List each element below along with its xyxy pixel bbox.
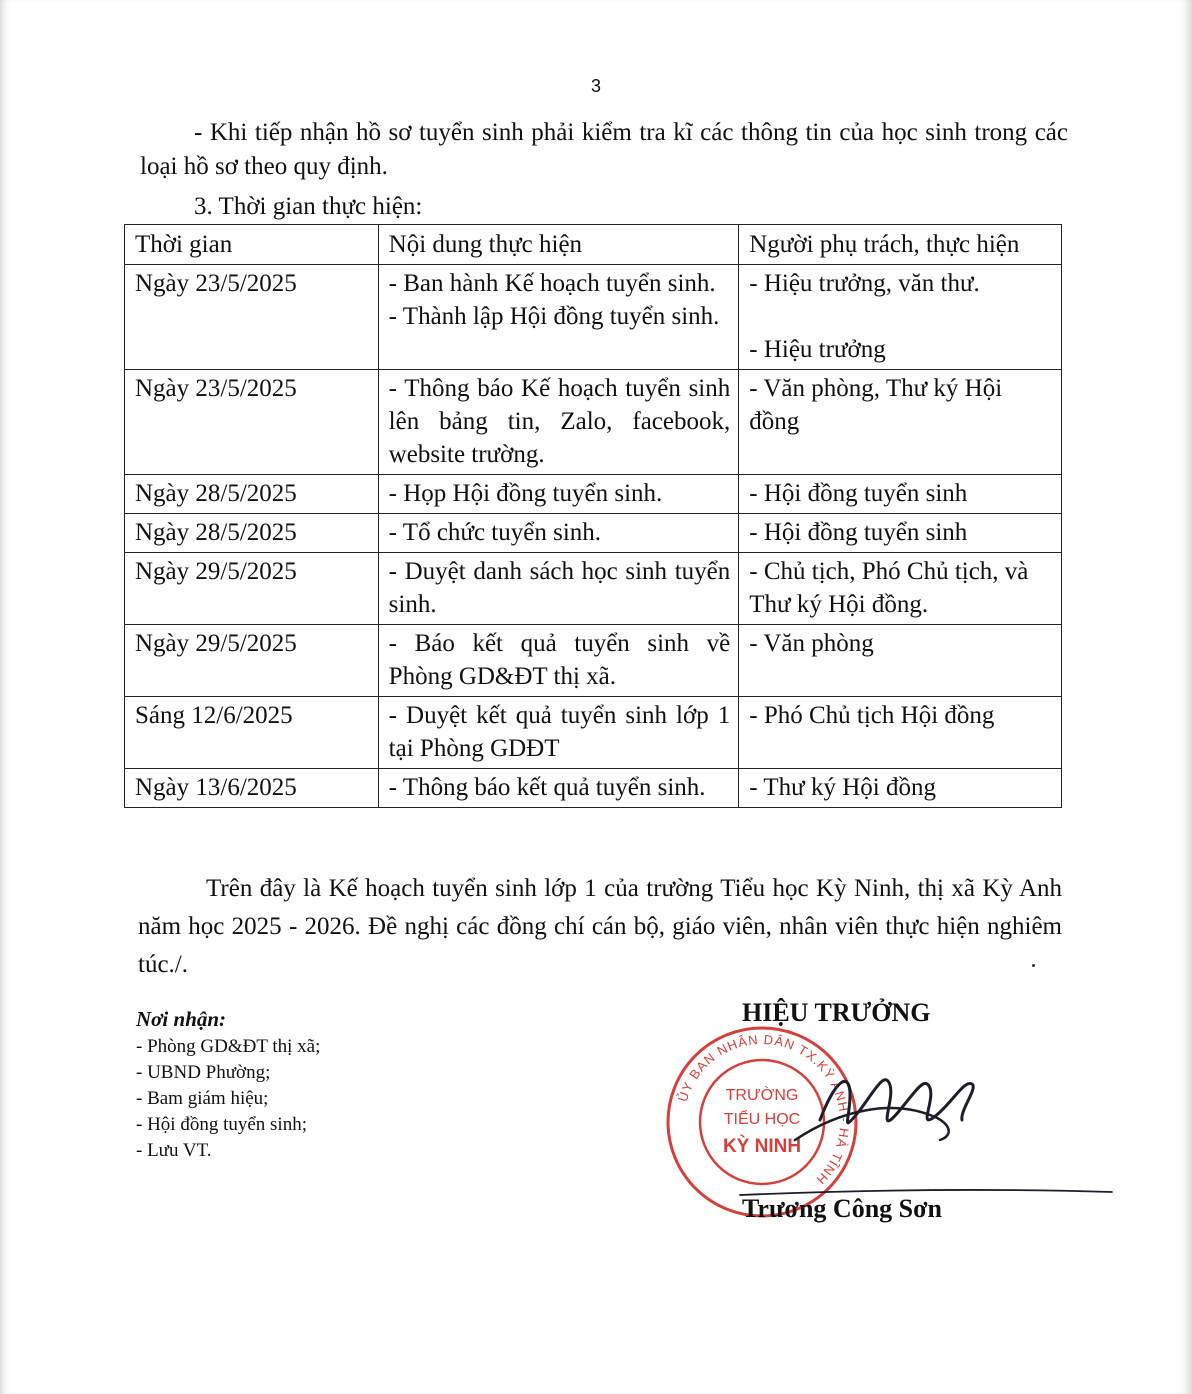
person-item: - Hiệu trưởng, văn thư.	[749, 270, 980, 297]
table-row	[125, 370, 1062, 475]
row-time: Ngày 23/5/2025	[125, 265, 379, 370]
content-item: - Ban hành Kế hoạch tuyển sinh.	[388, 270, 716, 297]
table-row	[125, 475, 1062, 514]
recipient-item: - UBND Phường;	[136, 1062, 271, 1083]
table-header-row	[125, 225, 1062, 265]
row-time: Ngày 29/5/2025	[125, 553, 379, 625]
schedule-table	[124, 224, 1062, 808]
row-person	[739, 475, 1062, 514]
row-content	[378, 514, 739, 553]
row-content	[378, 265, 739, 370]
recipient-item: - Phòng GD&ĐT thị xã;	[136, 1036, 321, 1057]
header-time: Thời gian	[125, 225, 379, 265]
row-content	[378, 697, 739, 769]
table-row	[125, 514, 1062, 553]
header-person: Người phụ trách, thực hiện	[739, 225, 1062, 265]
section-heading: 3. Thời gian thực hiện:	[194, 193, 423, 220]
row-content	[378, 769, 739, 808]
row-time: Ngày 28/5/2025	[125, 475, 379, 514]
person-item: - Hội đồng tuyển sinh	[749, 480, 968, 507]
recipient-item: - Bam giám hiệu;	[136, 1088, 269, 1109]
table-row	[125, 553, 1062, 625]
row-person	[739, 514, 1062, 553]
handwritten-signature	[700, 1040, 1120, 1210]
content-item: - Họp Hội đồng tuyển sinh.	[388, 480, 663, 507]
content-item: - Duyệt danh sách học sinh tuyển sinh.	[388, 558, 731, 618]
table-row	[125, 697, 1062, 769]
recipients-title: Nơi nhận:	[136, 1007, 227, 1031]
stray-dot	[1032, 964, 1035, 967]
row-time: Ngày 29/5/2025	[125, 625, 379, 697]
content-item: - Báo kết quả tuyển sinh về Phòng GD&ĐT thị xã.	[388, 630, 731, 690]
row-content	[378, 625, 739, 697]
person-item: - Văn phòng, Thư ký Hội đồng	[749, 375, 1003, 435]
intro-text: - Khi tiếp nhận hồ sơ tuyển sinh phải kiểm tra kĩ các thông tin của học sinh trong các loại hồ sơ theo quy định.	[140, 119, 1068, 180]
stamp-center-line: TIỂU HỌC	[723, 1111, 801, 1128]
content-item: - Thành lập Hội đồng tuyển sinh.	[388, 303, 720, 330]
closing-text: Trên đây là Kế hoạch tuyển sinh lớp 1 của trường Tiểu học Kỳ Ninh, thị xã Kỳ Anh năm học 2025 - 2026. Đề nghị các đồng chí cán bộ, giáo viên, nhân viên thực hiện nghiêm túc./.	[138, 875, 1062, 978]
signature-stroke	[795, 1108, 949, 1140]
row-time: Ngày 13/6/2025	[125, 769, 379, 808]
stamp-ring-text: ỦY BAN NHÂN DÂN TX.KỲ ANH - HÀ TĨNH	[674, 1031, 853, 1188]
row-time: Ngày 23/5/2025	[125, 370, 379, 475]
signer-name: Trương Công Sơn	[742, 1194, 942, 1223]
row-content	[378, 553, 739, 625]
row-time: Ngày 28/5/2025	[125, 514, 379, 553]
row-time: Sáng 12/6/2025	[125, 697, 379, 769]
table-row	[125, 625, 1062, 697]
recipient-item: - Hội đồng tuyển sinh;	[136, 1114, 307, 1135]
content-item: - Duyệt kết quả tuyển sinh lớp 1 tại Phòng GDĐT	[388, 702, 731, 762]
signer-title: HIỆU TRƯỞNG	[742, 998, 931, 1027]
recipient-item: - Lưu VT.	[136, 1140, 212, 1161]
page-number: 3	[590, 76, 601, 96]
row-person	[739, 370, 1062, 475]
table-row	[125, 265, 1062, 370]
person-item: - Thư ký Hội đồng	[749, 774, 936, 801]
row-person	[739, 553, 1062, 625]
content-item: - Thông báo Kế hoạch tuyển sinh lên bảng tin, Zalo, facebook, website trường.	[388, 375, 731, 468]
content-item: - Tổ chức tuyển sinh.	[388, 519, 602, 546]
row-person	[739, 697, 1062, 769]
person-item: - Chủ tịch, Phó Chủ tịch, và Thư ký Hội đồng.	[749, 558, 1029, 618]
row-person	[739, 265, 1062, 370]
closing-paragraph	[138, 870, 1062, 984]
row-content	[378, 370, 739, 475]
row-content	[378, 475, 739, 514]
content-item: - Thông báo kết quả tuyển sinh.	[388, 774, 706, 801]
person-item: - Hiệu trưởng	[749, 336, 886, 363]
table-row	[125, 769, 1062, 808]
header-content: Nội dung thực hiện	[378, 225, 739, 265]
row-person	[739, 769, 1062, 808]
stamp-center-line: KỲ NINH	[722, 1136, 802, 1157]
row-person	[739, 625, 1062, 697]
intro-paragraph	[140, 116, 1068, 184]
person-item: - Hội đồng tuyển sinh	[749, 519, 968, 546]
person-item: - Phó Chủ tịch Hội đồng	[749, 702, 995, 729]
person-item: - Văn phòng	[749, 630, 874, 657]
stamp-center-line: TRƯỜNG	[725, 1087, 799, 1104]
recipients-block	[136, 1006, 320, 1164]
